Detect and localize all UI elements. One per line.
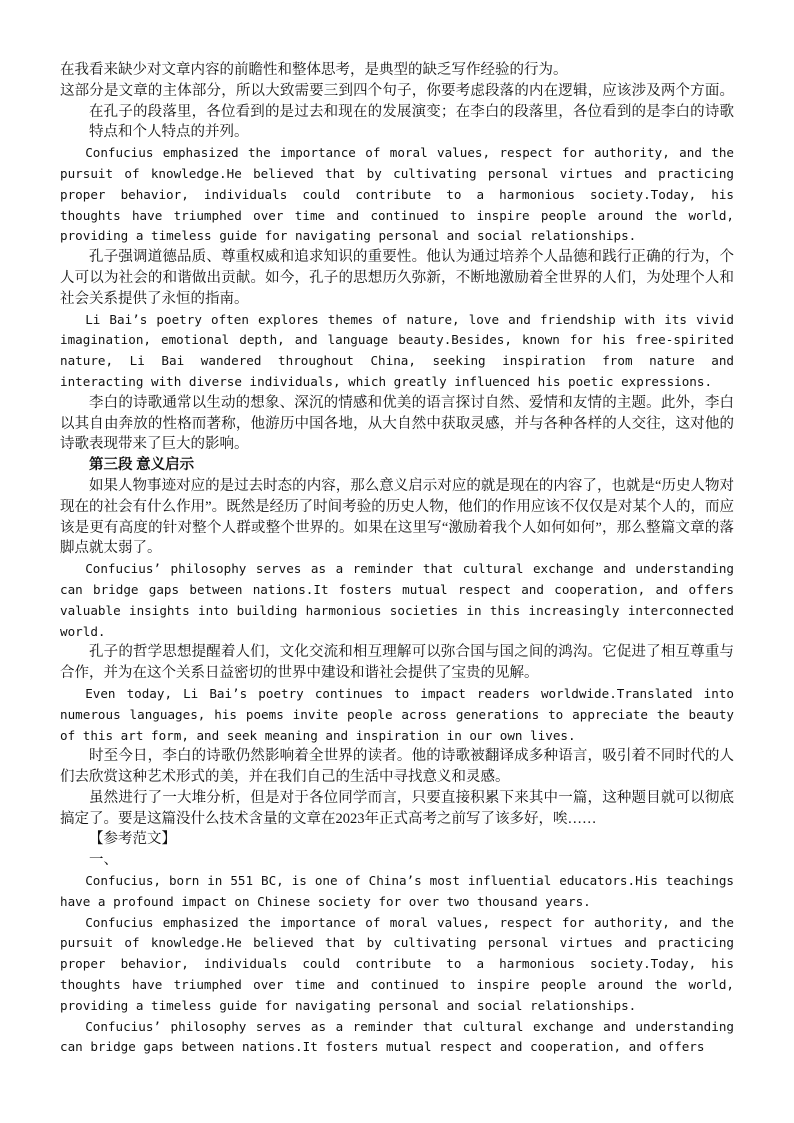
reference-heading: 【参考范文】: [89, 831, 176, 848]
paragraph-3: Confucius emphasized the importance of moral values, respect for authority, and the pursuit of knowledge.He believed that by cultivating personal virtues and practicing proper behavior, individuals could contribute to a harmonious society.Today, his thoughts have triumphed over time and continued to inspire people around the world, providing a timeless guide for navigating personal and social relationships.: [60, 145, 734, 244]
reference-number: 一、: [89, 852, 118, 869]
section-heading: 第三段 意义启示: [89, 457, 195, 474]
paragraph-14: Confucius emphasized the importance of moral values, respect for authority, and the pursuit of knowledge.He believed that by cultivating personal virtues and practicing proper behavior, individuals could contribute to a harmonious society.Today, his thoughts have triumphed over time and continued to inspire people around the world, providing a timeless guide for navigating personal and social relationships.: [60, 914, 734, 1013]
paragraph-13: Confucius, born in 551 BC, is one of China’s most influential educators.His teachings have a profound impact on Chinese society for over two thousand years.: [60, 873, 734, 909]
paragraph-4: 孔子强调道德品质、尊重权威和追求知识的重要性。他认为通过培养个人品德和践行正确的行为，个人可以为社会的和谐做出贡献。如今，孔子的思想历久弥新，不断地激励着全世界的人们，为处理个人和社会关系提供了永恒的指南。: [60, 249, 734, 307]
paragraph-10: Even today, Li Bai’s poetry continues to impact readers worldwide.Translated into numerous languages, his poems invite people across generations to appreciate the beauty of this art form, and seek meaning and inspiration in our own lives.: [60, 685, 734, 743]
document-body: [60, 60, 734, 1058]
paragraph-6: 李白的诗歌通常以生动的想象、深沉的情感和优美的语言探讨自然、爱情和友情的主题。此外，李白以其自由奔放的性格而著称，他游历中国各地，从大自然中获取灵感，并与各种各样的人交往，这对他的诗歌表现带来了巨大的影响。: [60, 394, 734, 453]
paragraph-11: 时至今日，李白的诗歌仍然影响着全世界的读者。他的诗歌被翻译成多种语言，吸引着不同时代的人们去欣赏这种艺术形式的美，并在我们自己的生活中寻找意义和灵感。: [60, 748, 734, 786]
paragraph-2: 这部分是文章的主体部分，所以大致需要三到四个句子，你要考虑段落的内在逻辑，应该涉及两个方面。在孔子的段落里，各位看到的是过去和现在的发展演变；在李白的段落里，各位看到的是李白的诗歌特点和个人特点的并列。: [60, 82, 734, 141]
paragraph-5: Li Bai’s poetry often explores themes of nature, love and friendship with its vivid imagination, emotional depth, and language beauty.Besides, known for his free-spirited nature, Li Bai wandered throughout China, seeking inspiration from nature and interacting with diverse individuals, which greatly influenced his poetic expressions.: [60, 311, 734, 389]
paragraph-7: 如果人物事迹对应的是过去时态的内容，那么意义启示对应的就是现在的内容了，也就是“历史人物对现在的社会有什么作用”。既然是经历了时间考验的历史人物，他们的作用应该不仅仅是对某个人的，而应该是更有高度的针对整个人群或整个世界的。如果在这里写“激励着我个人如何如何”，那么整篇文章的落脚点就太弱了。: [60, 477, 734, 557]
paragraph-12: 虽然进行了一大堆分析，但是对于各位同学而言，只要直接积累下来其中一篇，这种题目就可以彻底搞定了。要是这篇没什么技术含量的文章在2023年正式高考之前写了该多好，唉……: [60, 789, 734, 827]
paragraph-9: 孔子的哲学思想提醒着人们，文化交流和相互理解可以弥合国与国之间的鸿沟。它促进了相互尊重与合作，并为在这个关系日益密切的世界中建设和谐社会提供了宝贵的见解。: [60, 644, 734, 682]
paragraph-8: Confucius’ philosophy serves as a reminder that cultural exchange and understanding can bridge gaps between nations.It fosters mutual respect and cooperation, and offers valuable insights into building harmonious societies in this increasingly interconnected world.: [60, 561, 734, 639]
paragraph-15: Confucius’ philosophy serves as a reminder that cultural exchange and understanding can bridge gaps between nations.It fosters mutual respect and cooperation, and offers: [60, 1018, 734, 1055]
paragraph-1: 在我看来缺少对文章内容的前瞻性和整体思考，是典型的缺乏写作经验的行为。: [60, 62, 568, 78]
